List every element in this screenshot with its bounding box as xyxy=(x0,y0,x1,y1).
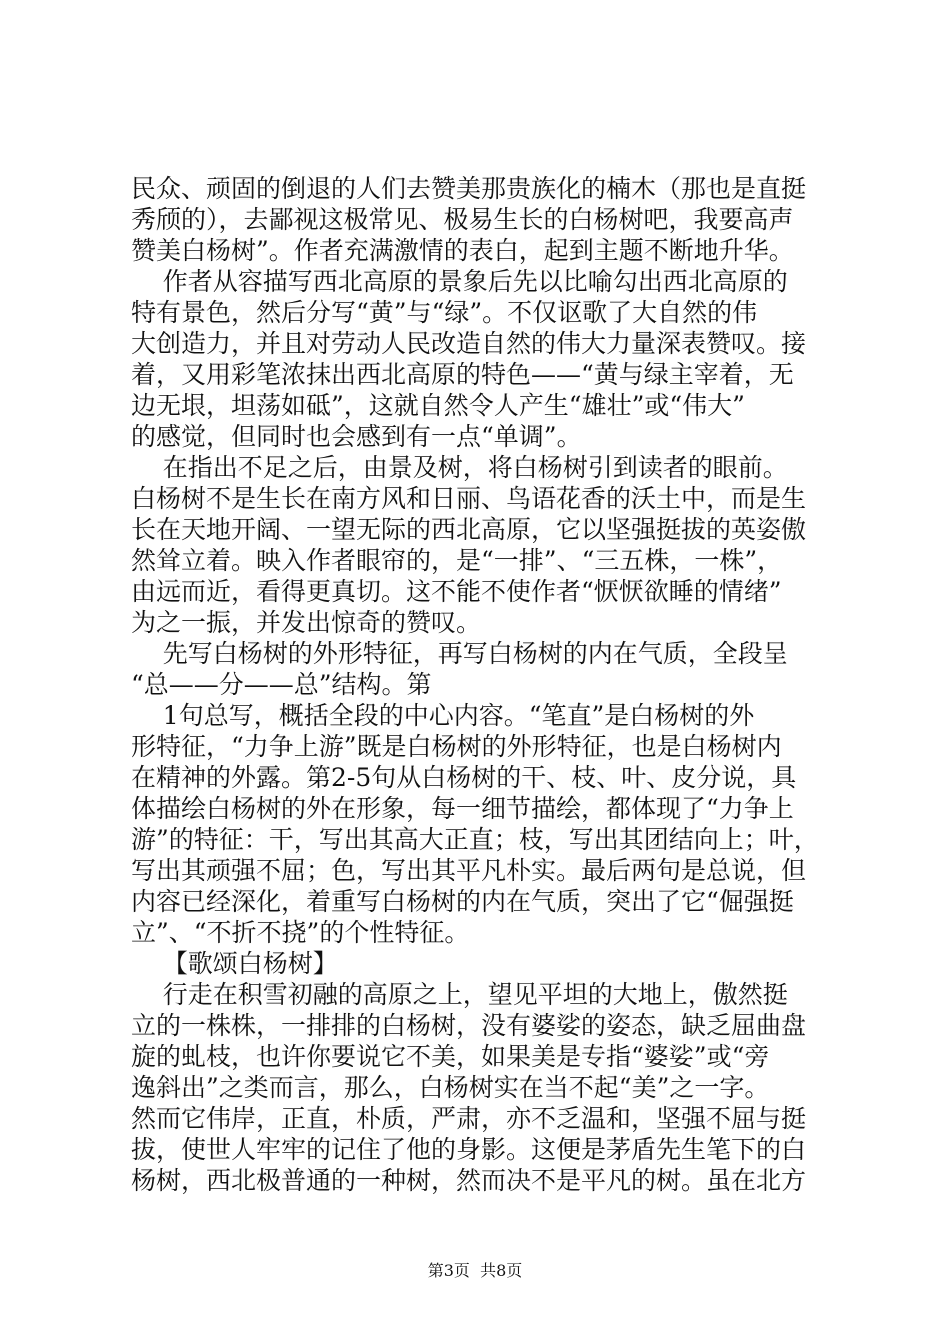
text-line: 拔，使世人牢牢的记住了他的身影。这便是茅盾先生笔下的白 xyxy=(131,1135,807,1164)
text-line: 逸斜出”之类而言，那么，白杨树实在当不起“美”之一字。 xyxy=(131,1073,770,1102)
text-line: 1句总写，概括全段的中心内容。“笔直”是白杨树的外 xyxy=(131,701,755,730)
text-line: 内容已经深化，着重写白杨树的内在气质，突出了它“倔强挺 xyxy=(131,887,794,916)
text-line: 形特征，“力争上游”既是白杨树的外形特征，也是白杨树内 xyxy=(131,732,782,761)
text-line: 在精神的外露。第2-5句从白杨树的干、枝、叶、皮分说，具 xyxy=(131,763,797,792)
body-text xyxy=(131,173,831,1196)
text-line: 长在天地开阔、一望无际的西北高原，它以坚强挺拔的英姿傲 xyxy=(131,515,807,544)
text-line: 赞美白杨树”。作者充满激情的表白，起到主题不断地升华。 xyxy=(131,236,794,265)
section-heading: 【歌颂白杨树】 xyxy=(131,949,338,978)
text-line: 游”的特征：干，写出其高大正直；枝，写出其团结向上；叶， xyxy=(131,825,819,854)
text-line: “总——分——总”结构。第 xyxy=(131,670,432,699)
text-line: 行走在积雪初融的高原之上，望见平坦的大地上，傲然挺 xyxy=(131,980,788,1009)
text-line: 然而它伟岸，正直，朴质，严肃，亦不乏温和，坚强不屈与挺 xyxy=(131,1104,807,1133)
text-line: 着，又用彩笔浓抹出西北高原的特色——“黄与绿主宰着，无 xyxy=(131,360,794,389)
text-line: 在指出不足之后，由景及树，将白杨树引到读者的眼前。 xyxy=(131,453,788,482)
page-number-footer: 第3页 共8页 xyxy=(427,1261,523,1280)
text-line: 立”、“不折不挠”的个性特征。 xyxy=(131,918,470,947)
text-line: 特有景色，然后分写“黄”与“绿”。不仅讴歌了大自然的伟 xyxy=(131,298,758,327)
text-line: 白杨树不是生长在南方风和日丽、鸟语花香的沃土中，而是生 xyxy=(131,484,807,513)
text-line: 作者从容描写西北高原的景象后先以比喻勾出西北高原的 xyxy=(131,267,788,296)
text-line: 的感觉，但同时也会感到有一点“单调”。 xyxy=(131,422,582,451)
text-line: 大创造力，并且对劳动人民改造自然的伟大力量深表赞叹。接 xyxy=(131,329,807,358)
text-line: 民众、顽固的倒退的人们去赞美那贵族化的楠木（那也是直挺 xyxy=(131,174,807,203)
text-line: 由远而近，看得更真切。这不能不使作者“恹恹欲睡的情绪” xyxy=(131,577,782,606)
text-line: 先写白杨树的外形特征，再写白杨树的内在气质，全段呈 xyxy=(131,639,788,668)
text-line: 为之一振，并发出惊奇的赞叹。 xyxy=(131,608,482,637)
text-line: 旋的虬枝，也许你要说它不美，如果美是专指“婆娑”或“旁 xyxy=(131,1042,770,1071)
text-line: 写出其顽强不屈；色，写出其平凡朴实。最后两句是总说，但 xyxy=(131,856,807,885)
text-line: 杨树，西北极普通的一种树，然而决不是平凡的树。虽在北方 xyxy=(131,1166,807,1195)
text-line: 然耸立着。映入作者眼帘的，是“一排”、“三五株，一株”， xyxy=(131,546,783,575)
text-line: 体描绘白杨树的外在形象，每一细节描绘，都体现了“力争上 xyxy=(131,794,794,823)
text-line: 立的一株株，一排排的白杨树，没有婆娑的姿态，缺乏屈曲盘 xyxy=(131,1011,807,1040)
text-line: 边无垠，坦荡如砥”，这就自然令人产生“雄壮”或“伟大” xyxy=(131,391,745,420)
text-line: 秀颀的），去鄙视这极常见、极易生长的白杨树吧，我要高声 xyxy=(131,205,794,234)
